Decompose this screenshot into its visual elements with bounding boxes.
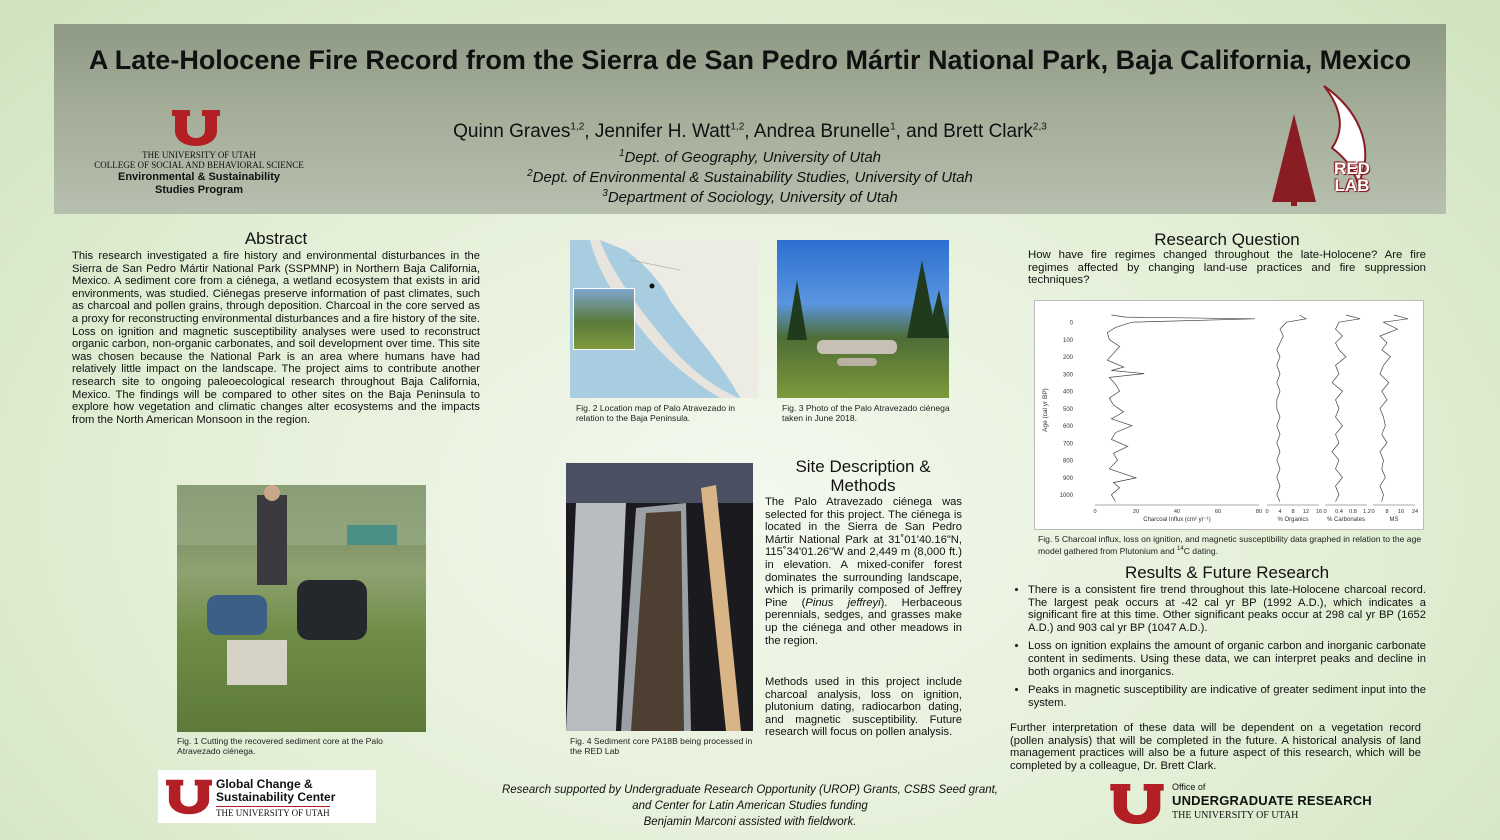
results-bullet: • There is a consistent fire trend throughout this late-Holocene charcoal record. The largest peak occurs at -42 cal yr BP (1992 A.D.), which indicates a significant fire at this time. Other significant peaks occur at 298 cal yr BP (1652 A.D.) and 903 cal yr BP (1047 A.D.). xyxy=(1028,584,1426,634)
fig5-chart xyxy=(1034,300,1424,530)
question-text: How have fire regimes changed throughout the late-Holocene? Are fire regimes affected by changing land-use practices and fire suppression techniques? xyxy=(1028,249,1426,287)
y-tick-label: 400 xyxy=(1062,389,1073,396)
affiliation: $^1$Dept. of Geography, University of Utah xyxy=(618,148,882,166)
fig5-chart-svg xyxy=(1035,301,1423,529)
red-lab-logo xyxy=(1254,84,1394,208)
abstract-text: This research investigated a fire history and environmental disturbances in the Sierra de San Pedro Mártir National Park (SSPMNP) in Northern Baja California, Mexico. A sediment core from a ciénega, a wetland ecosystem that exists in arid environments, was studied. Ciénegas preserve information of past climates, such as charcoal and pollen grains, through deposition. Charcoal in the core served as a proxy for reconstructing environmental disturbances and a fire history of the site. Loss on ignition and magnetic susceptibility analyses were used to reconstruct organic carbon, non-organic carbonates, and soil development over time. This site was chosen because the National Park is an area where humans have had relatively little impact on the landscape. The project aims to contribute another research site to ongoing paleoecological research throughout Baja California, Mexico. The findings will be compared to other sites on the Baja Peninsula to explore how vegetation and climatic changes alter ecosystems and the impacts from the North American Monsoon in the region. xyxy=(72,250,480,426)
further-text: Further interpretation of these data will be dependent on a vegetation record (pollen analysis) that will be completed in the future. A historical analysis of land management practices will also be a future aspect of this research, which will be completed by a colleague, Dr. Brett Clark. xyxy=(1010,722,1421,772)
x-axis-label: % Carbonates xyxy=(1326,517,1366,523)
x-axis-label: MS xyxy=(1389,517,1399,523)
results-list xyxy=(1014,584,1426,715)
x-tick-label: 0.8 xyxy=(1349,509,1357,515)
affiliation: $^2$Dept. of Environmental & Sustainability Studies, University of Utah xyxy=(527,168,973,186)
x-tick-label: 0 xyxy=(1093,509,1097,515)
logo-text: UNDERGRADUATE RESEARCH xyxy=(1172,793,1372,808)
map-inset-photo xyxy=(573,288,635,350)
y-tick-label: 1000 xyxy=(1059,493,1073,500)
logo-text: LAB xyxy=(1334,176,1370,195)
location-map xyxy=(570,240,758,398)
x-tick-label: 24 xyxy=(1411,509,1419,515)
x-tick-label: 0.4 xyxy=(1335,509,1343,515)
site-text-1: The Palo Atravezado ciénega was selected for this project. The ciénega is located in the Sierra de San Pedro Mártir National Park at 31˚01'40.16"N, 115˚34'01.26"W and 2,449 m (8,000 ft.) in elevation. A mixed-conifer forest dominates the surrounding landscape, which is primarily composed of Jeffrey Pine (Pinus jeffreyi). Herbaceous perennials, sedges, and grasses make up the ciénega and other meadows in the region. xyxy=(765,496,962,647)
fig3-caption: Fig. 3 Photo of the Palo Atravezado ciénega taken in June 2018. xyxy=(782,403,950,423)
site-heading: Site Description & Methods xyxy=(795,457,931,495)
logo-text: THE UNIVERSITY OF UTAH xyxy=(142,150,256,160)
gcsc-logo xyxy=(158,770,376,823)
poster-header xyxy=(54,24,1446,214)
y-tick-label: 200 xyxy=(1062,355,1073,362)
y-tick-label: 0 xyxy=(1069,320,1073,327)
series-line xyxy=(1332,315,1360,502)
fig1-caption: Fig. 1 Cutting the recovered sediment core at the Palo Atravezado ciénega. xyxy=(177,736,383,756)
fig2-caption: Fig. 2 Location map of Palo Atravezado in relation to the Baja Peninsula. xyxy=(576,403,736,423)
abstract-heading: Abstract xyxy=(244,229,308,248)
logo-text: Studies Program xyxy=(154,184,244,196)
results-heading: Results & Future Research xyxy=(1124,563,1330,582)
sediment-core-photo xyxy=(566,463,753,731)
university-u-icon xyxy=(172,110,220,146)
x-tick-label: 80 xyxy=(1255,509,1263,515)
y-tick-label: 600 xyxy=(1062,424,1073,431)
y-tick-label: 900 xyxy=(1062,475,1073,482)
x-tick-label: 8 xyxy=(1291,509,1295,515)
x-tick-label: 0 xyxy=(1371,509,1375,515)
y-tick-label: 500 xyxy=(1062,406,1073,413)
x-tick-label: 0 xyxy=(1265,509,1269,515)
series-line xyxy=(1380,315,1408,502)
author: Quinn Graves$^{1,2}$, xyxy=(453,121,595,142)
series-line xyxy=(1107,315,1255,502)
fig5-caption: Fig. 5 Charcoal influx, loss on ignition, and magnetic susceptibility data graphed in relation to the age model gathered from Plutonium and $^{14}$C dating. xyxy=(1038,534,1422,556)
our-logo xyxy=(1110,782,1410,830)
cienega-photo xyxy=(777,240,949,398)
logo-text: RED xyxy=(1334,159,1370,178)
site-text-2: Methods used in this project include charcoal analysis, loss on ignition, plutonium dating, radiocarbon dating, and magnetic susceptibility. Future research will focus on pollen analysis. xyxy=(765,676,962,739)
y-axis-label: Age (cal yr BP) xyxy=(1042,388,1049,432)
results-bullet: • Peaks in magnetic susceptibility are indicative of greater sediment input into the system. xyxy=(1028,684,1426,709)
x-axis-label: % Organics xyxy=(1277,517,1309,523)
logo-text: Sustainability Center xyxy=(216,790,336,804)
x-tick-label: 8 xyxy=(1385,509,1389,515)
question-heading: Research Question xyxy=(1154,230,1300,249)
logo-text: COLLEGE OF SOCIAL AND BEHAVIORAL SCIENCE xyxy=(94,160,304,170)
university-u-icon xyxy=(1110,784,1164,824)
x-tick-label: 60 xyxy=(1214,509,1222,515)
affiliation: $^3$Department of Sociology, University of Utah xyxy=(602,188,898,206)
results-bullet: • Loss on ignition explains the amount of organic carbon and inorganic carbonate content in sediments. Using these data, we can interpret peaks and decline in both organics and inorganics. xyxy=(1028,640,1426,678)
x-tick-label: 4 xyxy=(1278,509,1282,515)
x-tick-label: 40 xyxy=(1173,509,1181,515)
y-tick-label: 800 xyxy=(1062,458,1073,465)
y-tick-label: 300 xyxy=(1062,372,1073,379)
x-tick-label: 16 xyxy=(1397,509,1405,515)
logo-text: Environmental & Sustainability xyxy=(118,171,280,183)
field-photo xyxy=(177,485,426,732)
x-tick-label: 1.2 xyxy=(1363,509,1371,515)
essp-logo xyxy=(84,110,314,200)
fig4-caption: Fig. 4 Sediment core PA18B being processed in the RED Lab xyxy=(570,736,753,756)
x-tick-label: 16 xyxy=(1315,509,1323,515)
y-tick-label: 700 xyxy=(1062,441,1073,448)
acknowledgements: Research supported by Undergraduate Research Opportunity (UROP) Grants, CSBS Seed grant, and Center for Latin American Studies funding Benjamin Marconi assisted with fieldwork. xyxy=(501,784,999,828)
logo-text: Office of xyxy=(1172,782,1206,792)
x-tick-label: 0 xyxy=(1323,509,1327,515)
x-axis-label: Charcoal Influx (cm² yr⁻¹) xyxy=(1143,517,1211,523)
y-tick-label: 100 xyxy=(1062,337,1073,344)
logo-text: THE UNIVERSITY OF UTAH xyxy=(216,808,330,818)
x-tick-label: 12 xyxy=(1302,509,1310,515)
x-tick-label: 20 xyxy=(1132,509,1140,515)
author: Jennifer H. Watt$^{1,2}$, xyxy=(594,121,754,142)
university-u-icon xyxy=(166,779,212,815)
poster-title: A Late-Holocene Fire Record from the Sierra de San Pedro Mártir National Park, Baja California, Mexico xyxy=(88,45,1412,75)
author: Brett Clark$^{2,3}$ xyxy=(943,121,1047,142)
logo-text: THE UNIVERSITY OF UTAH xyxy=(1172,810,1299,821)
series-line xyxy=(1277,315,1306,502)
author: Andrea Brunelle$^1$, and xyxy=(753,121,944,142)
logo-text: Global Change & xyxy=(216,777,313,791)
